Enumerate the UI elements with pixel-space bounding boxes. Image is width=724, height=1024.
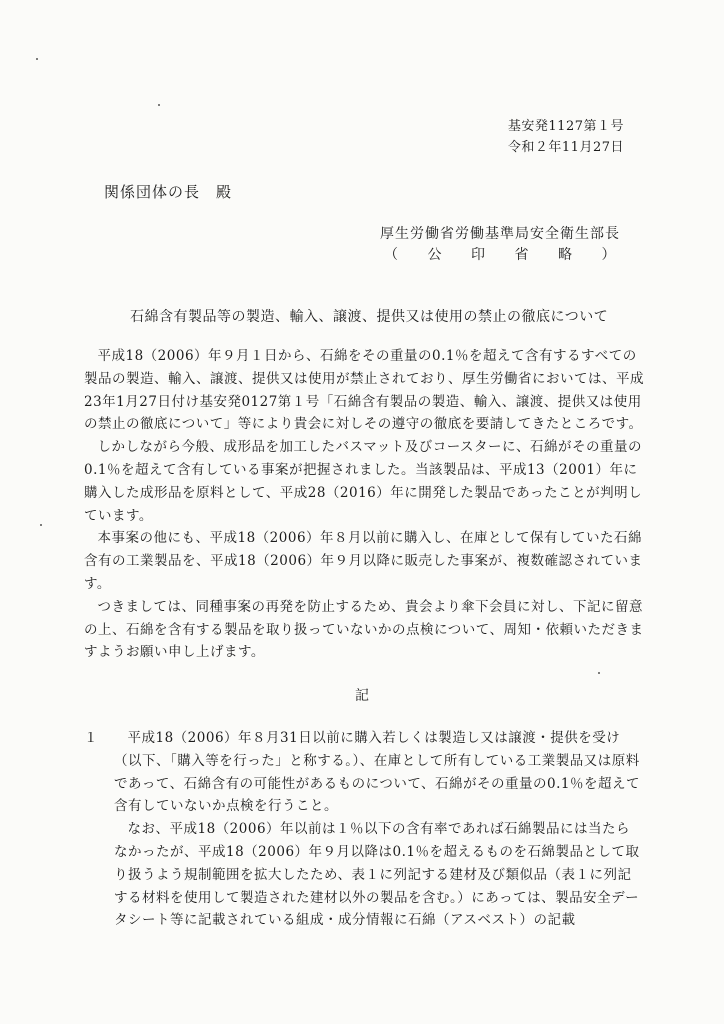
sender-organization: 厚生労働省労働基準局安全衛生部長 <box>380 226 620 242</box>
item-paragraph: 平成18（2006）年８月31日以前に購入若しくは製造し又は譲渡・提供を受け（以下、「購入等を行った」と称する。）、在庫として所有している工業製品又は原料であって、石綿含有の可能性があるものについて、石綿がその重量の0.1％を超えて含有していないか点検を行うこと。 <box>114 730 641 815</box>
body-paragraph: しかしながら今般、成形品を加工したバスマット及びコースターに、石綿がその重量の0.1％を超えて含有している事案が把握されました。当該製品は、平成13（2001）年に購入した成形品を原料として、平成28（2016）年に開発した製品であったことが判明しています。 <box>84 439 643 524</box>
body-paragraph: つきましては、同種事案の再発を防止するため、貴会より傘下会員に対し、下記に留意の上、石綿を含有する製品を取り扱っていないかの点検について、周知・依頼いただきますようお願い申し上げます。 <box>84 598 644 661</box>
addressee: 関係団体の長 殿 <box>104 183 233 201</box>
reference-number: 基安発1127第１号 <box>507 119 624 134</box>
item-paragraph: なお、平成18（2006）年以前は１％以下の含有率であれば石綿製品には当たらなかったが、平成18（2006）年９月以降は0.1％を超えるものを石綿製品として取り扱うよう規制範囲を拡大したため、表１に列記する建材及び類似品（表１に列記する材料を使用して製造された建材以外の製品を含む。）にあっては、製品安全データシート等に記載されている組成・成分情報に石綿（アスベスト）の記載 <box>114 821 640 929</box>
item-number: １ <box>84 730 98 746</box>
ki-heading: 記 <box>355 688 369 704</box>
item-text <box>114 727 644 932</box>
list-item <box>84 727 644 932</box>
scan-speck <box>36 58 38 60</box>
body-paragraph: 平成18（2006）年９月１日から、石綿をその重量の0.1％を超えて含有するすべての製品の製造、輸入、譲渡、提供又は使用が禁止されており、厚生労働省においては、平成23年1月27日付け基安発0127第１号「石綿含有製品の製造、輸入、譲渡、提供又は使用の禁止の徹底について」等により貴会に対しその遵守の徹底を要請してきたところです。 <box>84 348 644 433</box>
items-list <box>84 727 644 932</box>
body-text <box>84 345 644 664</box>
scan-speck <box>598 672 600 674</box>
scan-speck <box>40 524 42 526</box>
scan-speck <box>158 104 160 106</box>
subject-title: 石綿含有製品等の製造、輸入、譲渡、提供又は使用の禁止の徹底について <box>130 309 609 325</box>
issue-date: 令和２年11月27日 <box>507 140 624 155</box>
body-paragraph: 本事案の他にも、平成18（2006）年８月以前に購入し、在庫として保有していた石綿含有の工業製品を、平成18（2006）年９月以降に販売した事案が、複数確認されています。 <box>84 530 643 592</box>
seal-omitted-note: （ 公 印 省 略 ） <box>384 247 616 263</box>
